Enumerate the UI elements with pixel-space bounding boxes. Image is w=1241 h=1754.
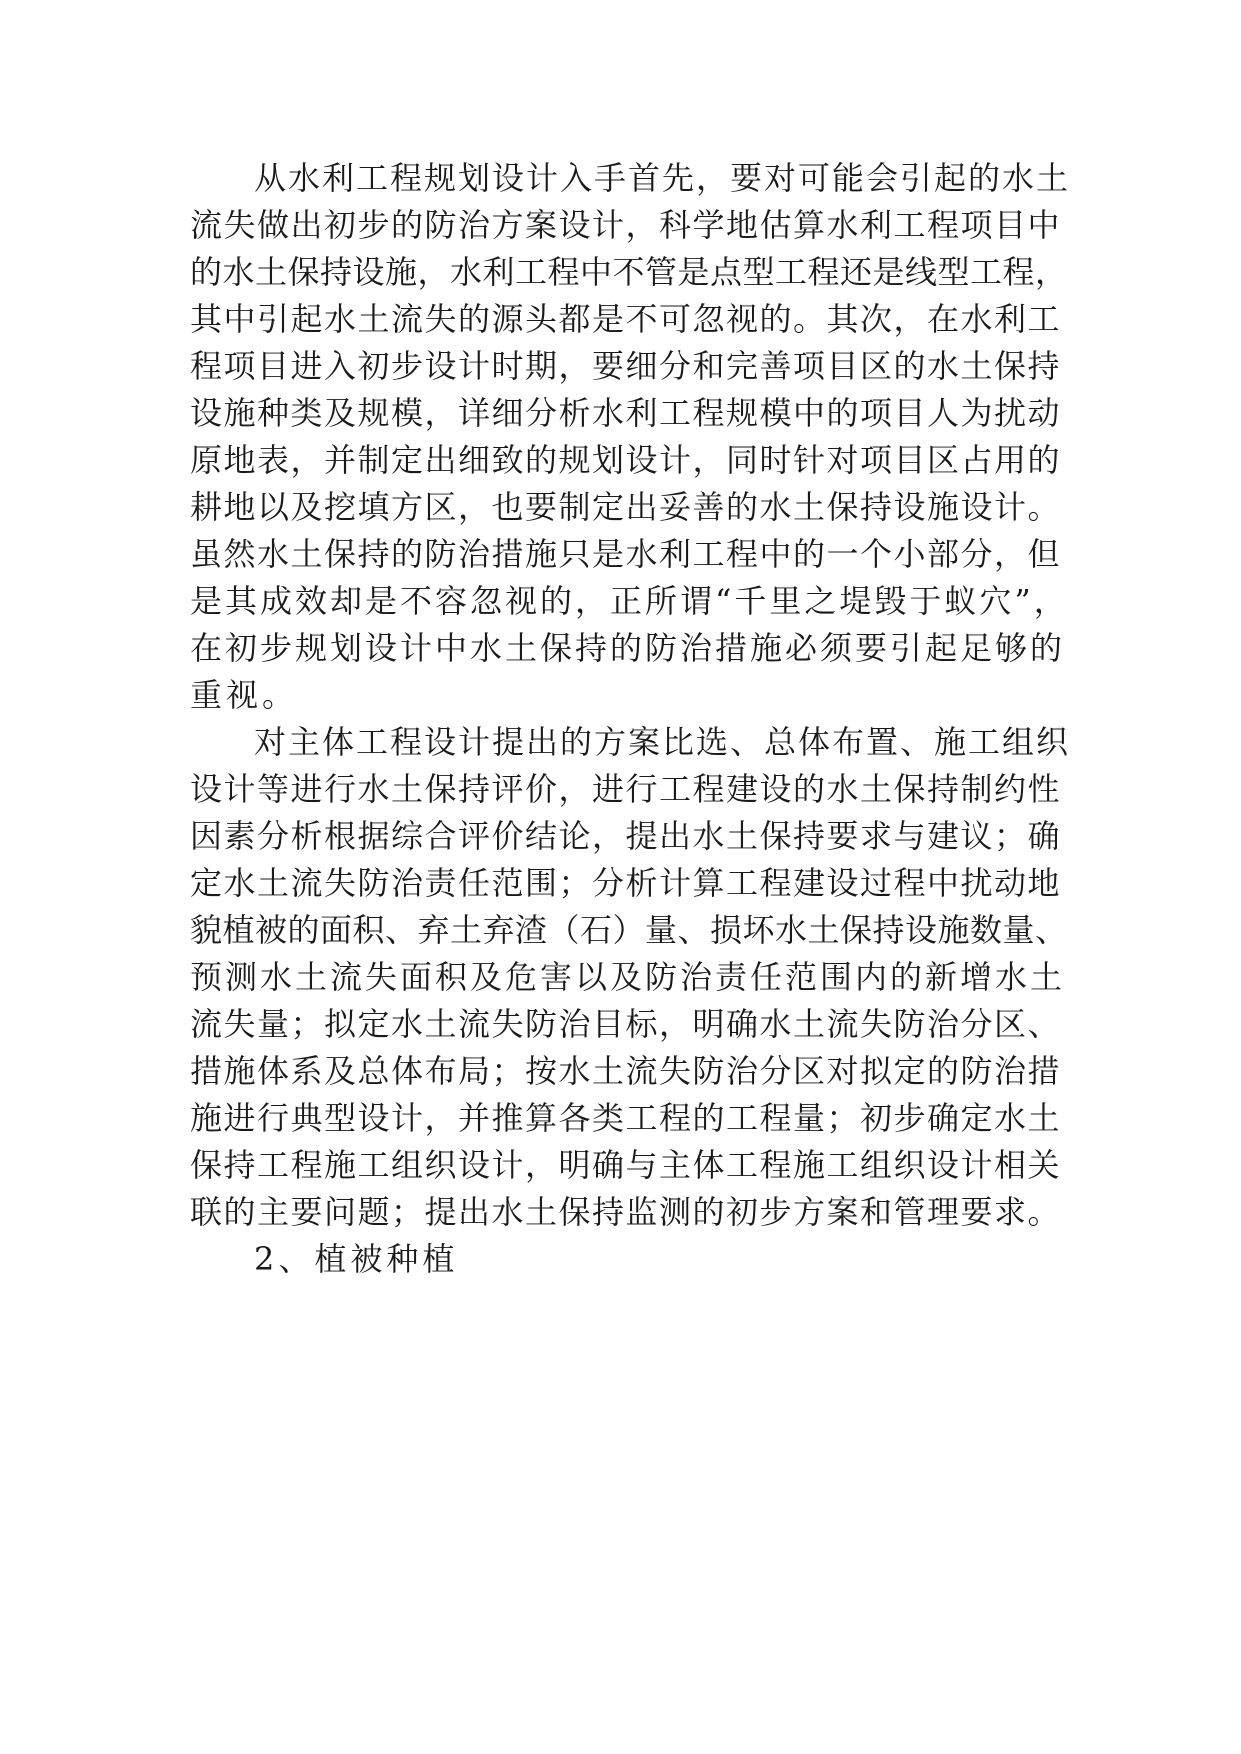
- text-line: 其中引起水土流失的源头都是不可忽视的。其次，在水利工: [190, 300, 1062, 338]
- text-line: 对主体工程设计提出的方案比选、总体布置、施工组织: [254, 723, 1071, 761]
- text-line: 因素分析根据综合评价结论，提出水土保持要求与建议；确: [190, 817, 1062, 855]
- text-line: 在初步规划设计中水土保持的防治措施必须要引起足够的: [190, 629, 1066, 667]
- text-line: 流失做出初步的防治方案设计，科学地估算水利工程项目中: [190, 206, 1062, 244]
- text-line: 虽然水土保持的防治措施只是水利工程中的一个小部分，但: [190, 535, 1062, 573]
- text-line: 设施种类及规模，详细分析水利工程规模中的项目人为扰动: [190, 394, 1062, 432]
- section-heading: 2、植被种植: [254, 1240, 459, 1278]
- text-line: 程项目进入初步设计时期，要细分和完善项目区的水土保持: [190, 347, 1062, 385]
- text-line: 流失量；拟定水土流失防治目标，明确水土流失防治分区、: [190, 1005, 1062, 1043]
- text-line: 预测水土流失面积及危害以及防治责任范围内的新增水土: [190, 958, 1066, 996]
- text-line: 耕地以及挖填方区，也要制定出妥善的水土保持设施设计。: [190, 488, 1062, 526]
- text-line: 设计等进行水土保持评价，进行工程建设的水土保持制约性: [190, 770, 1062, 808]
- text-line: 联的主要问题；提出水土保持监测的初步方案和管理要求。: [190, 1193, 1062, 1231]
- text-line: 措施体系及总体布局；按水土流失防治分区对拟定的防治措: [190, 1052, 1062, 1090]
- text-line: 定水土流失防治责任范围；分析计算工程建设过程中扰动地: [190, 864, 1062, 902]
- text-line: 原地表，并制定出细致的规划设计，同时针对项目区占用的: [190, 441, 1062, 479]
- text-line: 重视。: [190, 676, 299, 714]
- text-line: 的水土保持设施，水利工程中不管是点型工程还是线型工程，: [190, 253, 1068, 291]
- text-line: 貌植被的面积、弃土弃渣（石）量、损坏水土保持设施数量、: [190, 911, 1068, 949]
- text-line: 是其成效却是不容忽视的，正所谓“千里之堤毁于蚁穴”，: [190, 582, 1069, 620]
- text-line: 从水利工程规划设计入手首先，要对可能会引起的水土: [254, 159, 1071, 197]
- text-line: 保持工程施工组织设计，明确与主体工程施工组织设计相关: [190, 1146, 1062, 1184]
- text-line: 施进行典型设计，并推算各类工程的工程量；初步确定水土: [190, 1099, 1062, 1137]
